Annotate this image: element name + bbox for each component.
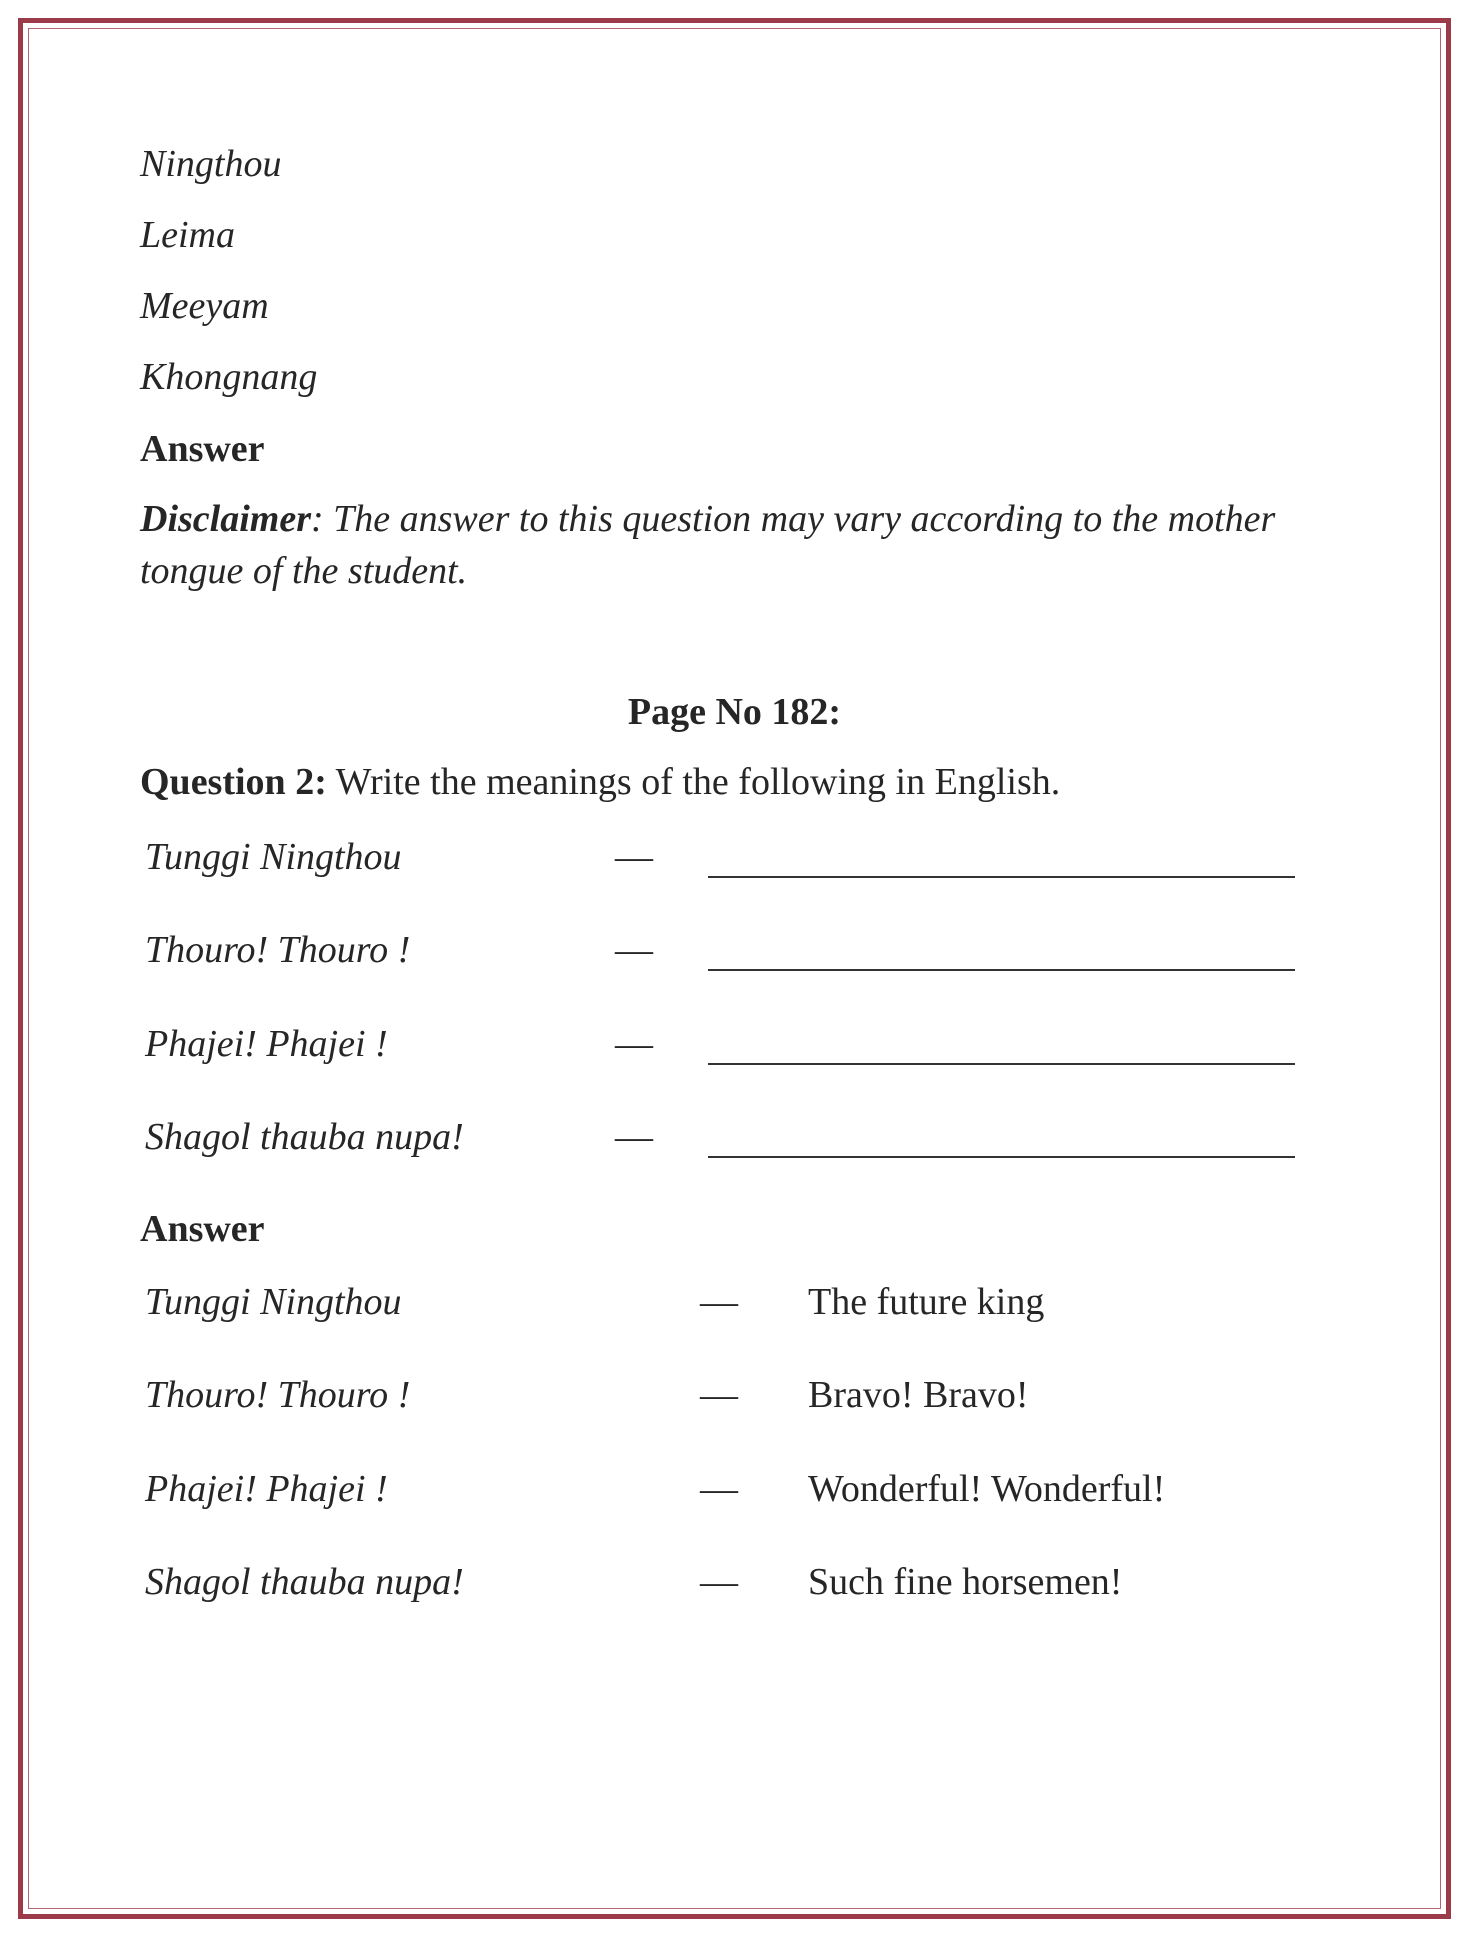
word-item: Khongnang: [140, 356, 318, 398]
answer-heading: Answer: [140, 428, 265, 470]
dash: —: [700, 1281, 738, 1323]
disclaimer-line-1: [140, 500, 1275, 538]
word-item: Leima: [140, 214, 235, 256]
question-2: [140, 763, 1060, 801]
dash: —: [615, 1023, 653, 1065]
answer-term: Thouro! Thouro !: [145, 1374, 411, 1416]
page-number-heading: Page No 182:: [627, 691, 842, 733]
answer-blank: [708, 1156, 1295, 1158]
dash: —: [615, 836, 653, 878]
answer-blank: [708, 969, 1295, 971]
answer-heading: Answer: [140, 1208, 265, 1250]
question-item: Tunggi Ningthou: [145, 836, 402, 878]
word-item: Ningthou: [140, 143, 282, 185]
answer-term: Tunggi Ningthou: [145, 1281, 402, 1323]
disclaimer-line-2: tongue of the student.: [140, 550, 468, 592]
answer-meaning: Such fine horsemen!: [808, 1561, 1123, 1603]
question-item: Phajei! Phajei !: [145, 1023, 388, 1065]
dash: —: [615, 929, 653, 971]
dash: —: [700, 1561, 738, 1603]
question-text: Write the meanings of the following in English.: [326, 761, 1061, 803]
question-item: Shagol thauba nupa!: [145, 1116, 464, 1158]
dash: —: [700, 1374, 738, 1416]
question-label: Question 2:: [140, 761, 327, 803]
answer-term: Phajei! Phajei !: [145, 1468, 388, 1510]
answer-meaning: Wonderful! Wonderful!: [808, 1468, 1166, 1510]
word-item: Meeyam: [140, 285, 269, 327]
answer-blank: [708, 876, 1295, 878]
answer-blank: [708, 1063, 1295, 1065]
disclaimer-label: Disclaimer: [140, 498, 311, 540]
answer-meaning: The future king: [808, 1281, 1045, 1323]
answer-meaning: Bravo! Bravo!: [808, 1374, 1029, 1416]
dash: —: [615, 1116, 653, 1158]
answer-term: Shagol thauba nupa!: [145, 1561, 464, 1603]
question-item: Thouro! Thouro !: [145, 929, 411, 971]
disclaimer-text: : The answer to this question may vary according to the mother: [310, 498, 1276, 540]
dash: —: [700, 1468, 738, 1510]
